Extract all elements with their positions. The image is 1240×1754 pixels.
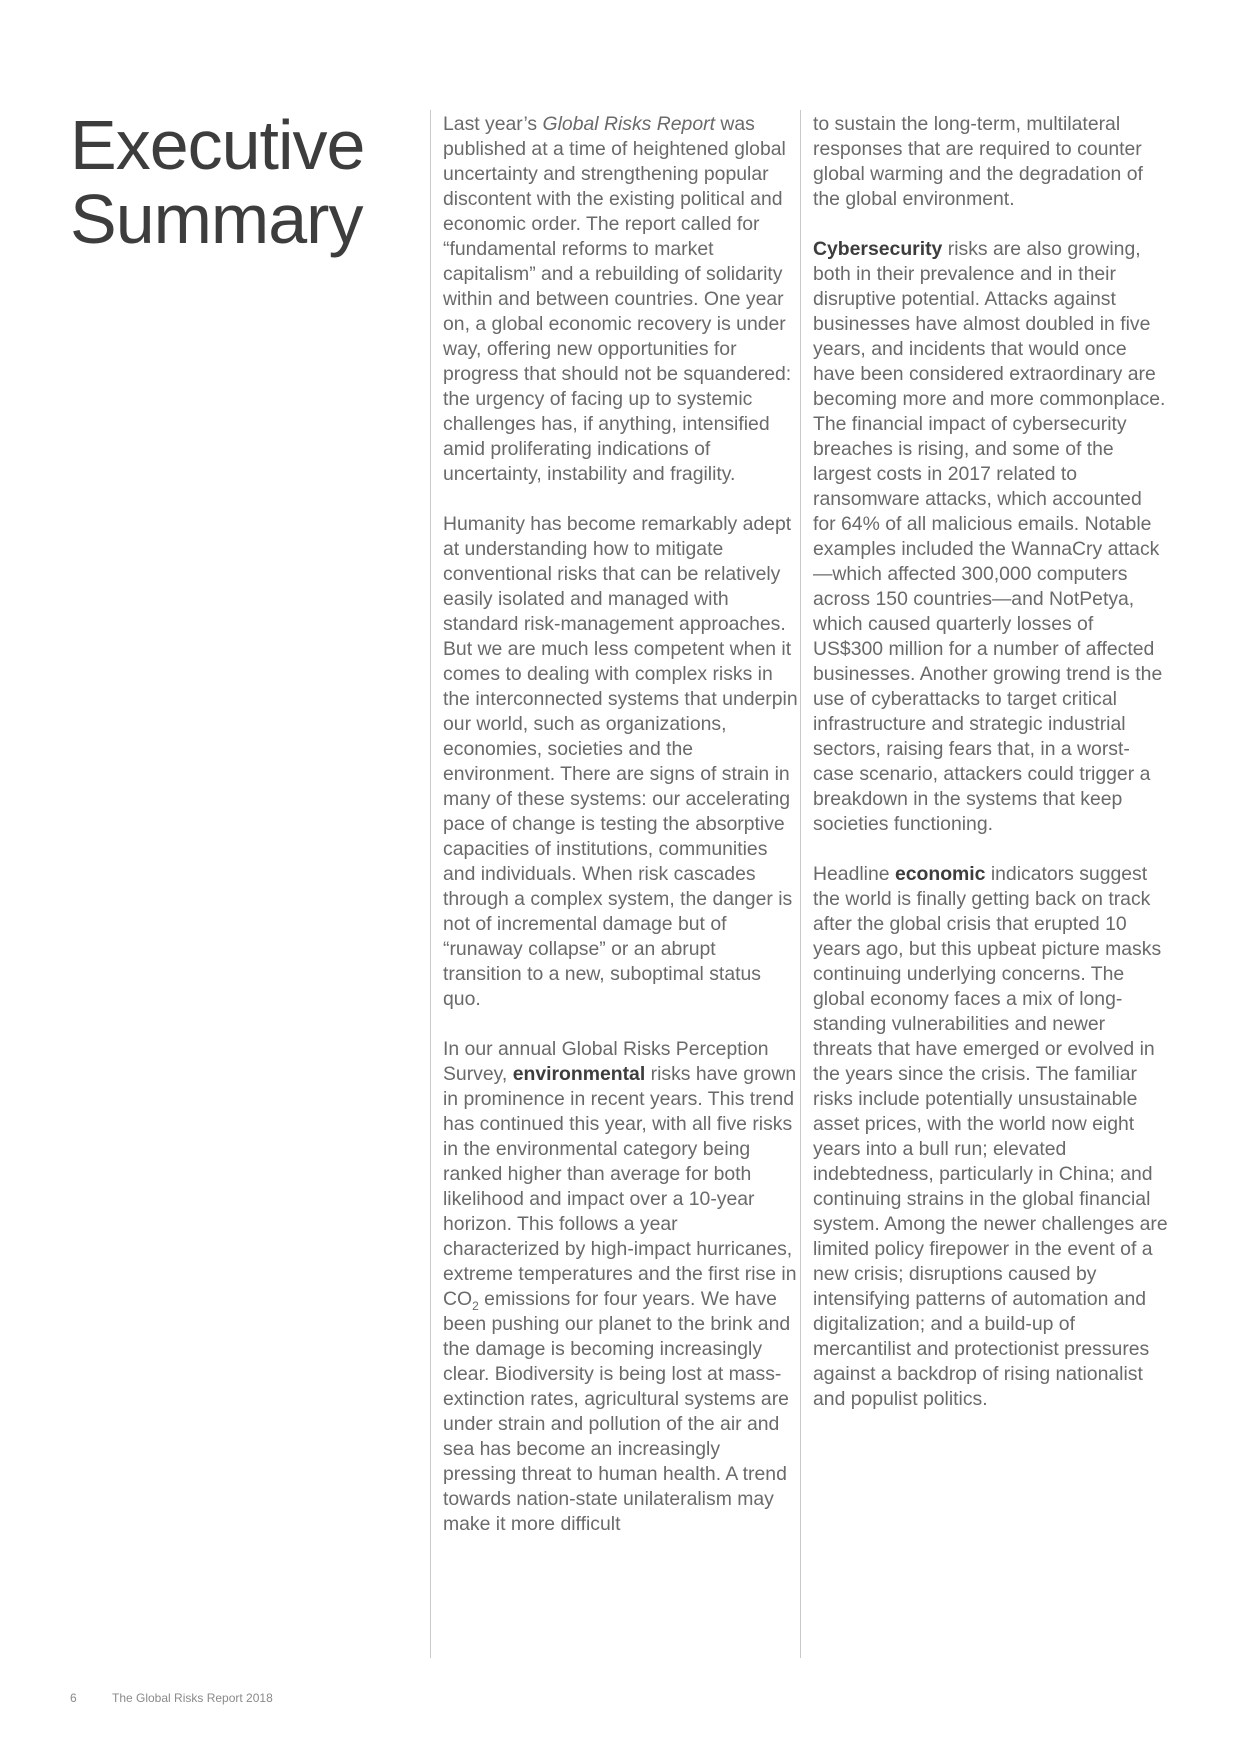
page-footer bbox=[70, 1691, 273, 1705]
title-line-2: Summary bbox=[70, 180, 363, 258]
paragraph-cybersecurity: Cybersecurity risks are also growing, both in their prevalence and in their disruptive potential. Attacks against businesses have almost doubled in five years, and incidents that would once have been considered extraordinary are becoming more and more commonplace. The financial impact of cybersecurity breaches is rising, and some of the largest costs in 2017 related to ransomware attacks, which accounted for 64% of all malicious emails. Notable examples included the WannaCry attack—which affected 300,000 computers across 150 countries—and NotPetya, which caused quarterly losses of US$300 million for a number of affected businesses. Another growing trend is the use of cyberattacks to target critical infrastructure and strategic industrial sectors, raising fears that, in a worst-case scenario, attackers could trigger a breakdown in the systems that keep societies functioning. bbox=[813, 238, 1166, 835]
text-column-2 bbox=[813, 112, 1168, 1437]
report-title-italic: Global Risks Report bbox=[542, 113, 715, 135]
column-divider-right bbox=[800, 110, 801, 1658]
paragraph-environmental: In our annual Global Risks Perception Survey, environmental risks have grown in prominence in recent years. This trend has continued this year, with all five risks in the environmental category being ranked higher than average for both likelihood and impact over a 10-year horizon. This follows a year characterized by high-impact hurricanes, extreme temperatures and the first rise in $CO_2$ emissions for four years. We have been pushing our planet to the brink and the damage is becoming increasingly clear. Biodiversity is being lost at mass-extinction rates, agricultural systems are under strain and pollution of the air and sea has become an increasingly pressing threat to human health. A trend towards nation-state unilateralism may make it more difficult bbox=[443, 1038, 797, 1535]
keyword-economic: economic bbox=[894, 863, 986, 885]
keyword-cybersecurity: Cybersecurity bbox=[813, 238, 943, 260]
paragraph-complex-risks: Humanity has become remarkably adept at understanding how to mitigate conventional risks that can be relatively easily isolated and managed with standard risk-management approaches. But we are much less competent when it comes to dealing with complex risks in the interconnected systems that underpin our world, such as organizations, economies, societies and the environment. There are signs of strain in many of these systems: our accelerating pace of change is testing the absorptive capacities of institutions, communities and individuals. When risk cascades through a complex system, the danger is not of incremental damage but of “runaway collapse” or an abrupt transition to a new, suboptimal status quo. bbox=[443, 513, 798, 1010]
publication-name: The Global Risks Report 2018 bbox=[112, 1691, 273, 1705]
paragraph-economic: Headline economic indicators suggest the world is finally getting back on track after the global crisis that erupted 10 years ago, but this upbeat picture masks continuing underlying concerns. The global economy faces a mix of long-standing vulnerabilities and newer threats that have emerged or evolved in the years since the crisis. The familiar risks include potentially unsustainable asset prices, with the world now eight years into a bull run; elevated indebtedness, particularly in China; and continuing strains in the global financial system. Among the newer challenges are limited policy firepower in the event of a new crisis; disruptions caused by intensifying patterns of automation and digitalization; and a build-up of mercantilist and protectionist pressures against a backdrop of rising nationalist and populist politics. bbox=[813, 863, 1168, 1410]
co2-subscript: 2 bbox=[472, 1299, 479, 1313]
column-divider-left bbox=[430, 110, 431, 1658]
paragraph-intro: Last year’s Global Risks Report was published at a time of heightened global uncertainty and strengthening popular discontent with the existing political and economic order. The report called for “fundamental reforms to market capitalism” and a rebuilding of solidarity within and between countries. One year on, a global economic recovery is under way, offering new opportunities for progress that should not be squandered: the urgency of facing up to systemic challenges has, if anything, intensified amid proliferating indications of uncertainty, instability and fragility. bbox=[443, 113, 792, 485]
page-number: 6 bbox=[70, 1691, 77, 1705]
keyword-environmental: environmental bbox=[512, 1063, 646, 1085]
text-column-1 bbox=[443, 112, 798, 1562]
paragraph-continuation: to sustain the long-term, multilateral responses that are required to counter global warming and the degradation of the global environment. bbox=[813, 113, 1143, 210]
title-line-1: Executive bbox=[70, 106, 365, 184]
page-title bbox=[70, 108, 400, 256]
